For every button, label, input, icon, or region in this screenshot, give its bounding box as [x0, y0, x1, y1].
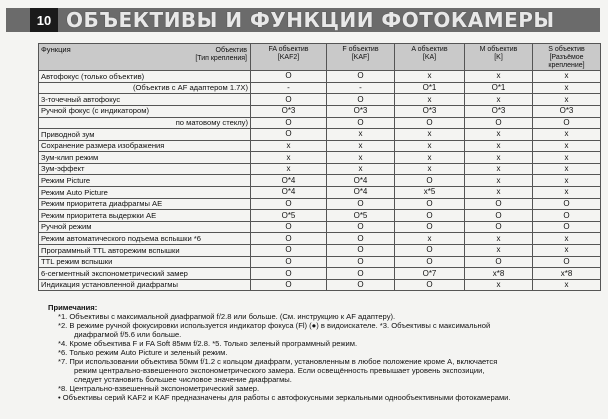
lens-mount: [KAF] [351, 54, 370, 62]
compat-cell: x [465, 175, 533, 187]
function-label: Режим Picture [41, 175, 91, 185]
header-lens-a [395, 44, 465, 71]
compat-cell: O [327, 94, 395, 106]
compat-cell: O [327, 117, 395, 129]
table-row [39, 152, 601, 164]
compat-cell: O [395, 279, 465, 291]
compat-cell: O*3 [251, 105, 327, 117]
compat-cell: O [327, 71, 395, 83]
function-cell [39, 105, 251, 117]
compat-cell: - [327, 82, 395, 94]
compat-cell: x [533, 71, 601, 83]
function-cell [39, 140, 251, 152]
compat-cell: O [465, 198, 533, 210]
function-cell [39, 198, 251, 210]
notes-title: Примечания: [48, 303, 98, 312]
header-lens-fa [251, 44, 327, 71]
compat-cell: O [533, 256, 601, 268]
function-cell [39, 221, 251, 233]
function-cell [39, 187, 251, 199]
compat-cell: x [533, 94, 601, 106]
function-cell [39, 245, 251, 257]
header-lens-type-line2: [Тип крепления] [195, 54, 247, 62]
compat-cell: x [465, 129, 533, 141]
header-function [39, 44, 251, 71]
lens-mount: [K] [494, 54, 503, 62]
function-cell [39, 163, 251, 175]
compat-cell: x [395, 129, 465, 141]
function-label: Сохранение размера изображения [41, 141, 165, 151]
compat-cell: O [327, 198, 395, 210]
function-sublabel: по матовому стеклу) [175, 118, 248, 128]
compat-cell: x [533, 279, 601, 291]
function-label: 3-точечный автофокус [41, 94, 121, 104]
compat-cell: O [327, 233, 395, 245]
table-row [39, 245, 601, 257]
function-cell [39, 129, 251, 141]
function-label: Зум-клип режим [41, 152, 99, 162]
function-cell [39, 94, 251, 106]
compat-cell: x [533, 233, 601, 245]
function-cell [39, 210, 251, 222]
notes-section [48, 303, 600, 402]
lens-name: A объектив [411, 46, 448, 53]
header-lens-s [533, 44, 601, 71]
compat-cell: x [533, 129, 601, 141]
compat-cell: O [251, 94, 327, 106]
compat-cell: x*8 [465, 268, 533, 280]
compat-cell: O [327, 279, 395, 291]
compat-cell: O*4 [251, 175, 327, 187]
lens-name: M объектив [479, 46, 518, 53]
compat-cell: x [251, 152, 327, 164]
compat-cell: O*7 [395, 268, 465, 280]
compat-cell: x [251, 163, 327, 175]
note-line: режим центрально-взвешенного экспонометрического замера. Если освещённость превышает уровень экспозиции, [74, 366, 485, 375]
compat-cell: O [533, 221, 601, 233]
compat-cell: O [251, 279, 327, 291]
compat-cell: x [533, 152, 601, 164]
compat-cell: O [395, 175, 465, 187]
compat-cell: O [251, 129, 327, 141]
compat-cell: x [395, 94, 465, 106]
function-label: 6-сегментный экспонометрический замер [41, 268, 188, 278]
compat-cell: x*5 [395, 187, 465, 199]
lens-mount: [KA] [422, 54, 437, 62]
compat-cell: O [465, 117, 533, 129]
lens-mount-cont: крепление] [548, 62, 585, 70]
compat-cell: O [395, 198, 465, 210]
header-function-label: Функция [41, 45, 71, 54]
table-row [39, 71, 601, 83]
function-label: Зум-эффект [41, 164, 85, 174]
compat-cell: O*3 [327, 105, 395, 117]
function-label: Режим приоритета выдержки AE [41, 210, 157, 220]
table-row [39, 210, 601, 222]
compat-cell: O*5 [327, 210, 395, 222]
note-line: диафрагмой f/5.6 или больше. [74, 330, 182, 339]
table-row [39, 163, 601, 175]
page-number: 10 [30, 8, 58, 32]
compat-cell: x [465, 71, 533, 83]
compat-cell: O*4 [251, 187, 327, 199]
function-cell [39, 117, 251, 129]
lens-name: S объектив [548, 46, 585, 53]
table-row [39, 187, 601, 199]
lens-mount: [KAF2] [277, 54, 300, 62]
function-label: Ручной режим [41, 222, 92, 232]
compat-cell: x [465, 187, 533, 199]
compat-cell: x [395, 152, 465, 164]
header-lens-f [327, 44, 395, 71]
table-row [39, 198, 601, 210]
compat-cell: x*8 [533, 268, 601, 280]
compat-cell: O*1 [395, 82, 465, 94]
table-row [39, 105, 601, 117]
header-lens-m [465, 44, 533, 71]
function-cell [39, 233, 251, 245]
compat-cell: O [251, 268, 327, 280]
note-line: *7. При использовании объектива 50мм f/1.2 с кольцом диафрагм, установленным в любое положение кроме A, включается [58, 357, 498, 366]
compat-cell: O [465, 256, 533, 268]
compat-cell: x [533, 187, 601, 199]
compat-cell: x [327, 152, 395, 164]
table-row [39, 82, 601, 94]
lens-function-table [38, 43, 601, 291]
compat-cell: x [395, 163, 465, 175]
compat-cell: O [251, 256, 327, 268]
table-row [39, 221, 601, 233]
page-title: ОБЪЕКТИВЫ И ФУНКЦИИ ФОТОКАМЕРЫ [66, 8, 555, 32]
lens-name: F объектив [342, 46, 379, 53]
compat-cell: x [465, 140, 533, 152]
compat-cell: O [251, 233, 327, 245]
compat-cell: x [395, 140, 465, 152]
table-row [39, 94, 601, 106]
compat-cell: O [533, 198, 601, 210]
compat-cell: O [395, 256, 465, 268]
compat-cell: x [533, 175, 601, 187]
compat-cell: O*3 [533, 105, 601, 117]
compat-cell: O [395, 117, 465, 129]
compat-cell: O [327, 221, 395, 233]
header-lens-type [195, 47, 247, 62]
note-line: *1. Объективы с максимальной диафрагмой f/2.8 или больше. (См. инструкцию к AF адаптеру). [58, 312, 396, 321]
note-line: *2. В режиме ручной фокусировки используется индикатор фокуса (Fl) (●) в видоискателе. *3. Объективы с максимальной [58, 321, 491, 330]
function-sublabel: (Объектив с AF адаптером 1.7X) [132, 83, 248, 93]
compat-cell: O*1 [465, 82, 533, 94]
compat-cell: O [251, 71, 327, 83]
function-cell [39, 82, 251, 94]
compat-cell: x [465, 152, 533, 164]
compat-cell: O [533, 117, 601, 129]
table-row [39, 256, 601, 268]
compat-cell: x [395, 71, 465, 83]
header-lens-type-line1: Объектив [215, 47, 247, 54]
compat-cell: x [465, 94, 533, 106]
note-line: *4. Кроме объектива F и FA Soft 85мм f/2.8. *5. Только зеленый программный режим. [58, 339, 358, 348]
table-row [39, 279, 601, 291]
compat-cell: O*3 [395, 105, 465, 117]
table-row [39, 175, 601, 187]
function-label: Режим автоматического подъема вспышки *6 [41, 233, 201, 243]
table-row [39, 140, 601, 152]
compat-cell: x [533, 140, 601, 152]
compat-cell: x [533, 245, 601, 257]
compat-cell: O [395, 245, 465, 257]
compat-cell: O [465, 221, 533, 233]
function-label: Ручной фокус (с индикатором) [41, 106, 149, 116]
note-line: • Объективы серий KAF2 и KAF предназначены для работы с автофокусными зеркальными однообъективными фотокамерами. [58, 393, 511, 402]
compat-cell: O*3 [465, 105, 533, 117]
compat-cell: O [395, 221, 465, 233]
compat-cell: x [465, 245, 533, 257]
function-label: Индикация установленной диафрагмы [41, 280, 178, 290]
compat-cell: x [327, 140, 395, 152]
table-header-row [39, 44, 601, 71]
table-row [39, 268, 601, 280]
compat-cell: x [465, 163, 533, 175]
compat-cell: x [465, 279, 533, 291]
function-label: Приводной зум [41, 129, 95, 139]
function-cell [39, 71, 251, 83]
compat-cell: x [465, 233, 533, 245]
compat-cell: O [327, 256, 395, 268]
note-line: следует установить большее числовое значение диафрагмы. [74, 375, 292, 384]
function-label: Режим приоритета диафрагмы AE [41, 199, 163, 209]
function-cell [39, 152, 251, 164]
compat-cell: O [327, 245, 395, 257]
compat-cell: x [327, 163, 395, 175]
compat-cell: x [395, 233, 465, 245]
compat-cell: x [533, 163, 601, 175]
function-cell [39, 256, 251, 268]
table-row [39, 129, 601, 141]
compat-cell: O [465, 210, 533, 222]
compat-cell: O [251, 117, 327, 129]
note-line: *8. Центрально-взвешенный экспонометрический замер. [58, 384, 260, 393]
lens-name: FA объектив [268, 46, 309, 53]
compat-cell: O*4 [327, 187, 395, 199]
note-line: *6. Только режим Auto Picture и зеленый режим. [58, 348, 228, 357]
compat-cell: O [327, 268, 395, 280]
compat-cell: O [251, 198, 327, 210]
compat-cell: O*4 [327, 175, 395, 187]
page-header [6, 8, 600, 32]
function-label: Режим Auto Picture [41, 187, 108, 197]
compat-cell: - [251, 82, 327, 94]
compat-cell: x [533, 82, 601, 94]
compat-cell: O [251, 245, 327, 257]
compat-cell: x [327, 129, 395, 141]
function-label: Автофокус (только объектив) [41, 71, 145, 81]
compat-cell: O [533, 210, 601, 222]
compat-cell: O [395, 210, 465, 222]
function-label: Программный TTL авторежим вспышки [41, 245, 180, 255]
lens-mount: [Разъёмое [549, 54, 584, 62]
function-label: TTL режим вспышки [41, 257, 113, 267]
compat-cell: O [251, 221, 327, 233]
table-row [39, 233, 601, 245]
function-cell [39, 279, 251, 291]
function-cell [39, 175, 251, 187]
table-row [39, 117, 601, 129]
compat-cell: x [251, 140, 327, 152]
compat-cell: O*5 [251, 210, 327, 222]
function-cell [39, 268, 251, 280]
